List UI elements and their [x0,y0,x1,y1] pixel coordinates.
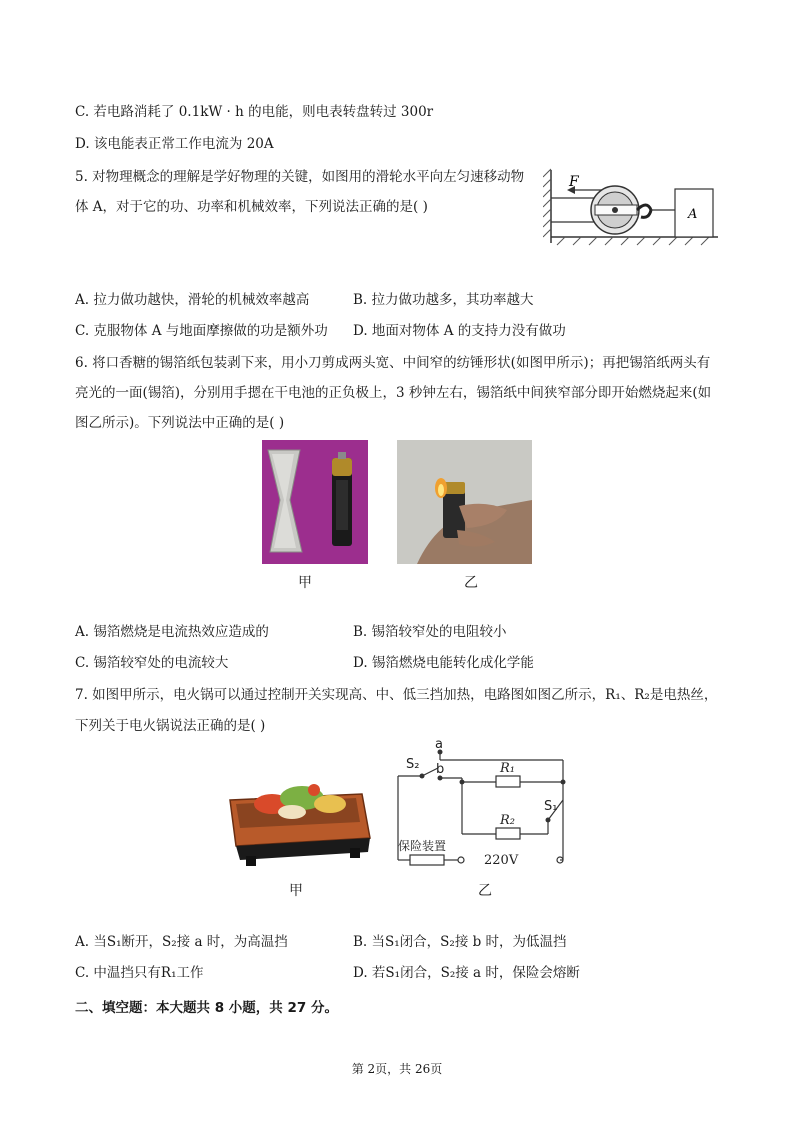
q4-option-c: C. 若电路消耗了 0.1kW · h 的电能，则电表转盘转过 300r [75,104,434,120]
q6-option-c: C. 锡箔较窄处的电流较大 [75,655,229,671]
q6-option-d: D. 锡箔燃烧电能转化成化学能 [353,655,534,671]
force-label: F [569,174,579,190]
q6-stem-line3: 图乙所示)。下列说法中正确的是( ) [75,415,285,431]
q5-option-b: B. 拉力做功越多，其功率越大 [353,292,534,308]
q6-caption-jia: 甲 [298,575,312,591]
q7-option-a: A. 当S₁断开，S₂接 a 时，为高温挡 [75,934,288,950]
block-a-label: A [688,207,698,222]
q5-option-d: D. 地面对物体 A 的支持力没有做功 [353,323,566,339]
circuit-label-r2: R₂ [500,813,515,828]
q5-option-a: A. 拉力做功越快，滑轮的机械效率越高 [75,292,310,308]
q7-stem-line2: 下列关于电火锅说法正确的是( ) [75,718,266,734]
circuit-label-voltage: 220V [484,853,519,868]
q7-caption-jia: 甲 [289,883,303,899]
q7-option-d: D. 若S₁闭合，S₂接 a 时，保险会熔断 [353,965,580,981]
q6-stem-line2: 亮光的一面(锡箔)，分别用手摁在干电池的正负极上，3 秒钟左右，锡箔纸中间狭窄部分即开始燃烧起来(如 [75,385,712,401]
q6-caption-yi: 乙 [464,575,478,591]
q6-stem-line1: 6. 将口香糖的锡箔纸包装剥下来，用小刀剪成两头宽、中间窄的纺锤形状(如图甲所示)；再把锡箔纸两头有 [75,355,711,371]
q6-option-a: A. 锡箔燃烧是电流热效应造成的 [75,624,269,640]
q6-option-b: B. 锡箔较窄处的电阻较小 [353,624,507,640]
circuit-label-r1: R₁ [500,761,515,776]
circuit-label-s2: S₂ [406,757,420,772]
foil-battery-photo [262,440,368,564]
circuit-label-s1: S₁ [544,799,558,814]
q7-stem-line1: 7. 如图甲所示，电火锅可以通过控制开关实现高、中、低三挡加热，电路图如图乙所示，R₁、R₂是电热丝， [75,687,718,703]
q5-stem-line2: 体 A，对于它的功、功率和机械效率，下列说法正确的是( ) [75,199,428,215]
q7-caption-yi: 乙 [478,883,492,899]
circuit-diagram [388,738,578,868]
burning-foil-photo [397,440,532,564]
q7-option-c: C. 中温挡只有R₁工作 [75,965,204,981]
q7-option-b: B. 当S₁闭合，S₂接 b 时，为低温挡 [353,934,567,950]
circuit-label-a: a [435,738,443,752]
hotpot-photo [222,760,374,870]
section-heading-fill-in: 二、填空题：本大题共 8 小题，共 27 分。 [75,1000,338,1016]
pulley-figure [543,165,723,250]
circuit-label-b: b [436,762,445,777]
q5-stem-line1: 5. 对物理概念的理解是学好物理的关键，如图用的滑轮水平向左匀速移动物 [75,169,525,185]
circuit-label-fuse: 保险装置 [398,839,447,853]
page-footer: 第 2页，共 26页 [351,1062,443,1076]
q4-option-d: D. 该电能表正常工作电流为 20A [75,136,274,152]
q5-option-c: C. 克服物体 A 与地面摩擦做的功是额外功 [75,323,328,339]
